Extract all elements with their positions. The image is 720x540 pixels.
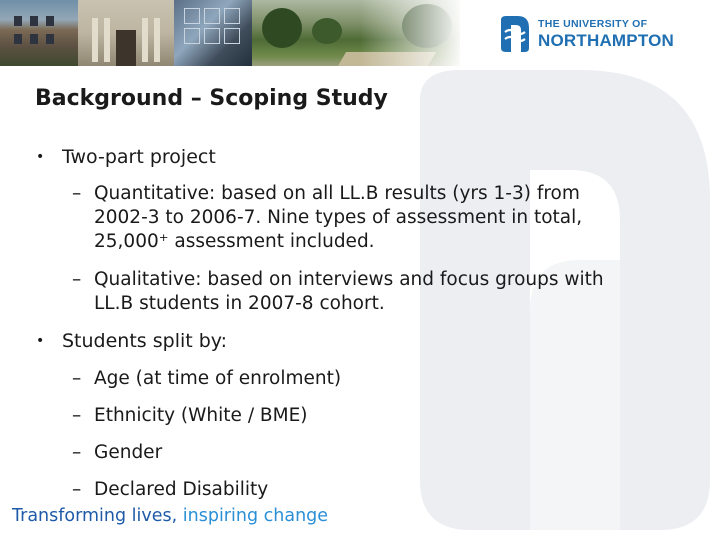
dash-icon: – [72, 269, 82, 290]
dash-icon: – [72, 405, 82, 426]
dash-icon: – [72, 183, 82, 204]
sub-bullet-disability [72, 478, 268, 502]
sub-bullet-line: 25,000⁺ assessment included. [94, 231, 375, 252]
tagline-part-1: Transforming lives, [12, 506, 178, 526]
bullet-dot-icon: • [36, 333, 45, 349]
dash-icon: – [72, 368, 82, 389]
logo-line-1: THE UNIVERSITY OF [538, 18, 648, 31]
bullet-two-part-project [36, 146, 216, 168]
sub-bullet-line: Ethnicity (White / BME) [94, 405, 308, 426]
sub-bullet-line: Quantitative: based on all LL.B results (yrs 1-3) from [94, 183, 580, 204]
logo-line-2: NORTHAMPTON [538, 30, 674, 50]
sub-bullet-qualitative [72, 268, 604, 316]
sub-bullet-line: 2002-3 to 2006-7. Nine types of assessment in total, [94, 207, 583, 228]
bullet-dot-icon: • [36, 149, 45, 165]
footer-tagline [12, 506, 328, 526]
sub-bullet-line: Age (at time of enrolment) [94, 368, 342, 389]
bullet-text: Two-part project [62, 146, 216, 168]
bullet-text: Students split by: [62, 330, 228, 352]
sub-bullet-line: Gender [94, 442, 163, 463]
tagline-part-2: inspiring change [177, 506, 329, 526]
sub-bullet-line: Qualitative: based on interviews and focus groups with [94, 269, 604, 290]
sub-bullet-gender [72, 441, 162, 465]
sub-bullet-ethnicity [72, 404, 308, 428]
sub-bullet-quantitative [72, 182, 582, 254]
sub-bullet-line: Declared Disability [94, 479, 269, 500]
sub-bullet-age [72, 367, 341, 391]
slide-title: Background – Scoping Study [35, 86, 388, 111]
dash-icon: – [72, 442, 82, 463]
dash-icon: – [72, 479, 82, 500]
sub-bullet-line: LL.B students in 2007-8 cohort. [94, 293, 385, 314]
bullet-students-split [36, 330, 227, 352]
